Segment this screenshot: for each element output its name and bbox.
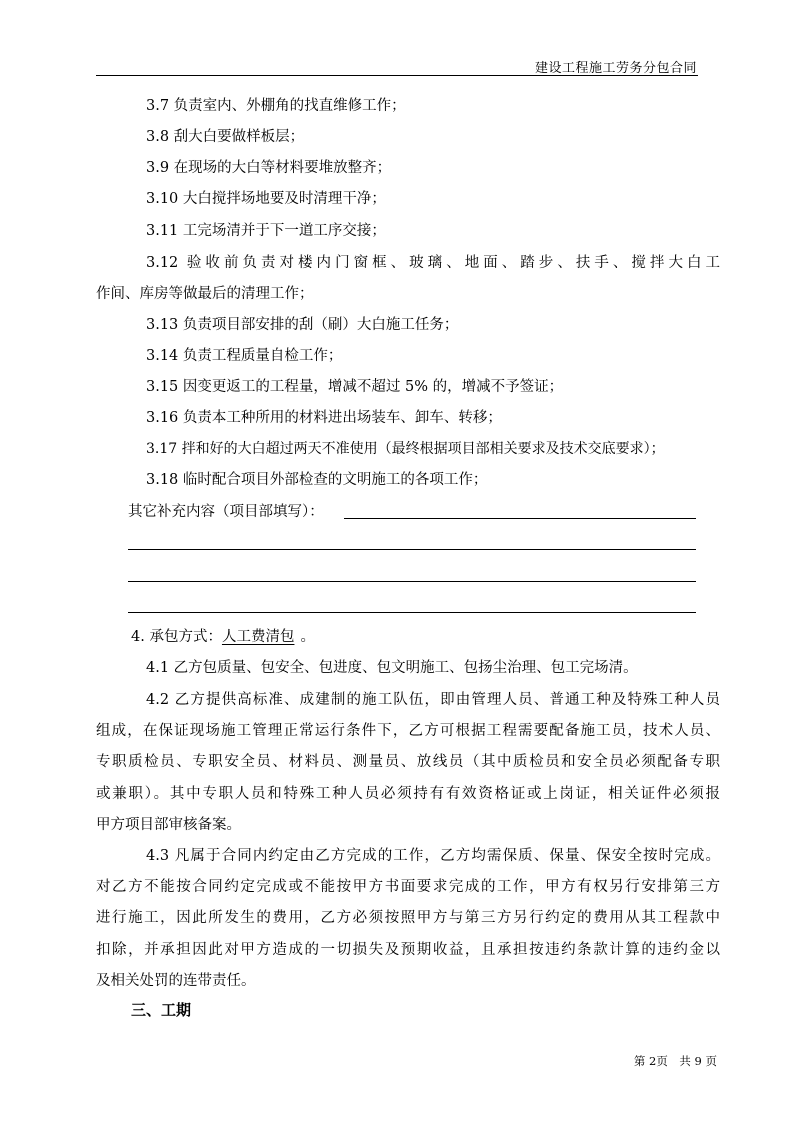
supplement-fill-line-3[interactable] [128, 581, 696, 582]
supplement-fill-line-1[interactable] [344, 518, 696, 519]
clause-3-8: 3.8 刮大白要做样板层； [146, 129, 305, 145]
clause-3-18: 3.18 临时配合项目外部检查的文明施工的各项工作； [146, 472, 488, 488]
contract-mode-value: 人工费清包 [221, 629, 295, 645]
paragraph-4-1: 4.1 乙方包质量、包安全、包进度、包文明施工、包扬尘治理、包工完场清。 [146, 660, 638, 676]
clause-3-7: 3.7 负责室内、外棚角的找直维修工作； [146, 98, 406, 114]
paragraph-4-2-line-4: 或兼职）。其中专职人员和特殊工种人员必须持有有效资格证或上岗证，相关证件必须报 [96, 786, 720, 802]
paragraph-4-2-line-3: 专职质检员、专职安全员、材料员、测量员、放线员（其中质检员和安全员必须配备专职 [96, 754, 720, 770]
supplement-fill-line-2[interactable] [128, 549, 696, 550]
paragraph-4-2-line-2: 组成，在保证现场施工管理正常运行条件下，乙方可根据工程需要配备施工员，技术人员、 [96, 723, 720, 739]
page-footer: 第 2页 共 9 页 [633, 1054, 717, 1068]
paragraph-4-2-line-5: 甲方项目部审核备案。 [96, 817, 241, 833]
contract-mode [131, 627, 315, 647]
paragraph-4-3-line-3: 进行施工，因此所发生的费用，乙方必须按照甲方与第三方另行约定的费用从其工程款中 [96, 910, 720, 926]
paragraph-4-3-line-5: 及相关处罚的连带责任。 [96, 973, 256, 989]
clause-3-13: 3.13 负责项目部安排的刮（刷）大白施工任务； [146, 317, 459, 333]
clause-3-14: 3.14 负责工程质量自检工作； [146, 348, 343, 364]
clause-3-17: 3.17 拌和好的大白超过两天不准使用（最终根据项目部相关要求及技术交底要求）； [146, 441, 665, 457]
clause-3-11: 3.11 工完场清并于下一道工序交接； [146, 223, 386, 239]
contract-mode-suffix: 。 [300, 629, 315, 645]
clause-3-12: 3.12 验收前负责对楼内门窗框、玻璃、地面、踏步、扶手、搅拌大白工 [146, 255, 720, 271]
contract-mode-label: 4. 承包方式： [131, 629, 222, 645]
section-heading-schedule: 三、工期 [131, 1001, 192, 1019]
clause-3-12-cont: 作间、库房等做最后的清理工作； [96, 286, 314, 302]
clause-3-9: 3.9 在现场的大白等材料要堆放整齐； [146, 160, 392, 176]
paragraph-4-3-line-2: 对乙方不能按合同约定完成或不能按甲方书面要求完成的工作，甲方有权另行安排第三方 [96, 879, 720, 895]
clause-3-16: 3.16 负责本工种所用的材料进出场装车、卸车、转移； [146, 410, 502, 426]
header-rule [96, 75, 698, 76]
paragraph-4-3-line-4: 扣除，并承担因此对甲方造成的一切损失及预期收益，且承担按违约条款计算的违约金以 [96, 942, 720, 958]
clause-3-10: 3.10 大白搅拌场地要及时清理干净； [146, 191, 386, 207]
paragraph-4-2-line-1: 4.2 乙方提供高标准、成建制的施工队伍，即由管理人员、普通工种及特殊工种人员 [146, 692, 720, 708]
supplement-fill-line-4[interactable] [128, 612, 696, 613]
paragraph-4-3-line-1: 4.3 凡属于合同内约定由乙方完成的工作，乙方均需保质、保量、保安全按时完成。 [146, 848, 720, 864]
supplement-label: 其它补充内容（项目部填写）： [128, 504, 324, 520]
clause-3-15: 3.15 因变更返工的工程量，增减不超过 5% 的，增减不予签证； [146, 379, 564, 395]
page-header-title: 建设工程施工劳务分包合同 [534, 61, 697, 76]
